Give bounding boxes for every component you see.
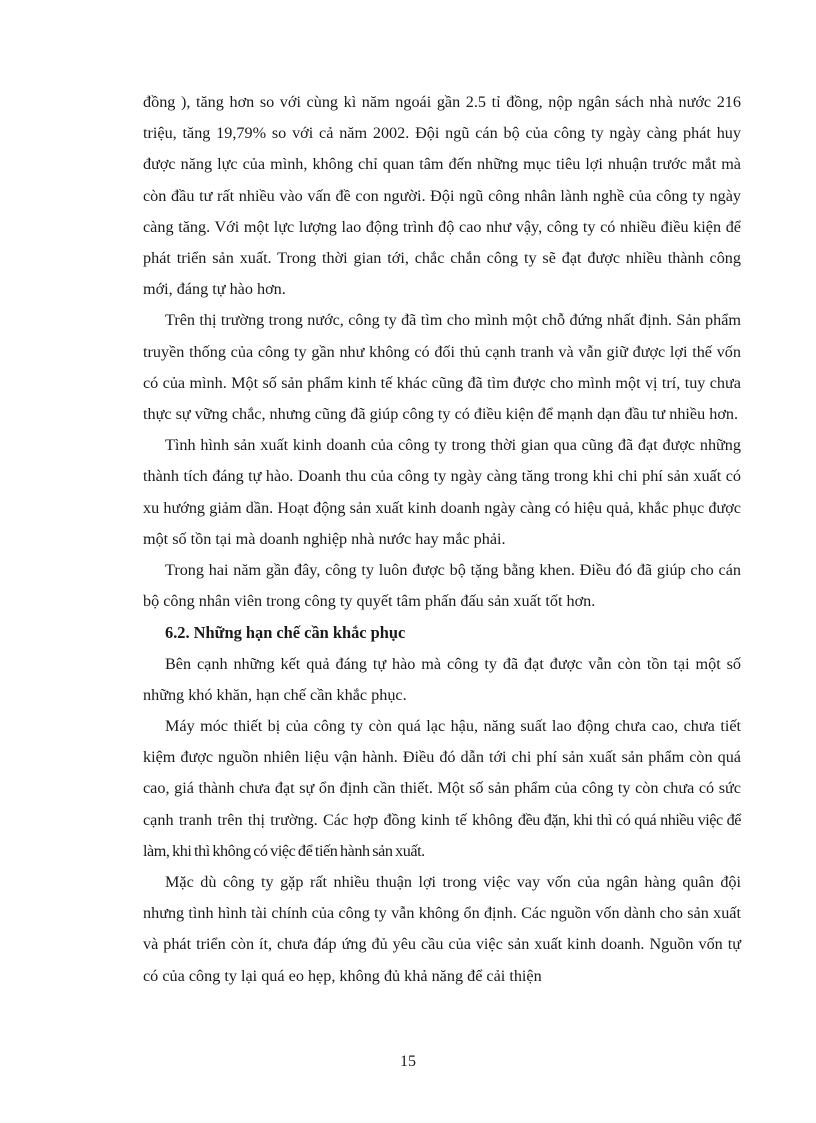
paragraph-6-last-line: đều đặn, khi thì có quá nhiều việc để làm, khi thì không có việc để tiến hành sản xuất.: [143, 810, 741, 860]
paragraph-2: Trên thị trường trong nước, công ty đã tìm cho mình một chỗ đứng nhất định. Sản phẩm truyền thống của công ty gần như không có đối thủ cạnh tranh và vẫn giữ được lợi thế vốn có của mình. Một số sản phẩm kinh tế khác cũng đã tìm được cho mình một vị trí, tuy chưa thực sự vững chắc, nhưng cũng đã giúp công ty có điều kiện để mạnh dạn đầu tư nhiều hơn.: [143, 311, 741, 424]
paragraph-1: đồng ), tăng hơn so với cùng kì năm ngoái gần 2.5 tỉ đồng, nộp ngân sách nhà nước 216 triệu, tăng 19,79% so với cả năm 2002. Đội ngũ cán bộ của công ty ngày càng phát huy được năng lực của mình, không chỉ quan tâm đến những mục tiêu lợi nhuận trước mắt mà còn đầu tư rất nhiều vào vấn đề con người. Đội ngũ công nhân lành nghề của công ty ngày càng tăng. Với một lực lượng lao động trình độ cao như vậy, công ty có nhiều điều kiện để phát triển sản xuất. Trong thời gian tới, chắc chắn công ty sẽ đạt được nhiều thành công mới, đáng tự hào hơn.: [143, 93, 741, 299]
document-page: [143, 87, 741, 992]
paragraph-6-text: Máy móc thiết bị của công ty còn quá lạc hậu, năng suất lao động chưa cao, chưa tiết kiệm được nguồn nhiên liệu vận hành. Điều đó dẫn tới chi phí sản xuất sản phẩm còn quá cao, giá thành chưa đạt sự ổn định cần thiết. Một số sản phẩm của công ty còn chưa có sức cạnh tranh trên thị trường. Các hợp đồng kinh tế không: [143, 717, 741, 829]
paragraph-5: Bên cạnh những kết quả đáng tự hào mà công ty đã đạt được vẫn còn tồn tại một số những khó khăn, hạn chế cần khắc phục.: [143, 654, 741, 704]
paragraph-3: Tình hình sản xuất kinh doanh của công ty trong thời gian qua cũng đã đạt được những thành tích đáng tự hào. Doanh thu của công ty ngày càng tăng trong khi chi phí sản xuất có xu hướng giảm dần. Hoạt động sản xuất kinh doanh ngày càng có hiệu quả, khắc phục được một số tồn tại mà doanh nghiệp nhà nước hay mắc phải.: [143, 436, 741, 548]
paragraph-7: Mặc dù công ty gặp rất nhiều thuận lợi trong việc vay vốn của ngân hàng quân đội nhưng tình hình tài chính của công ty vẫn không ổn định. Các nguồn vốn dành cho sản xuất và phát triển còn ít, chưa đáp ứng đủ yêu cầu của việc sản xuất kinh doanh. Nguồn vốn tự có của công ty lại quá eo hẹp, không đủ khả năng để cải thiện: [143, 873, 741, 985]
section-heading: 6.2. Những hạn chế cần khắc phục: [165, 623, 406, 643]
paragraph-4: Trong hai năm gần đây, công ty luôn được bộ tặng bằng khen. Điều đó đã giúp cho cán bộ công nhân viên trong công ty quyết tâm phấn đấu sản xuất tốt hơn.: [143, 561, 741, 611]
page-number: 15: [400, 1053, 416, 1070]
paragraph-6: [143, 711, 741, 867]
